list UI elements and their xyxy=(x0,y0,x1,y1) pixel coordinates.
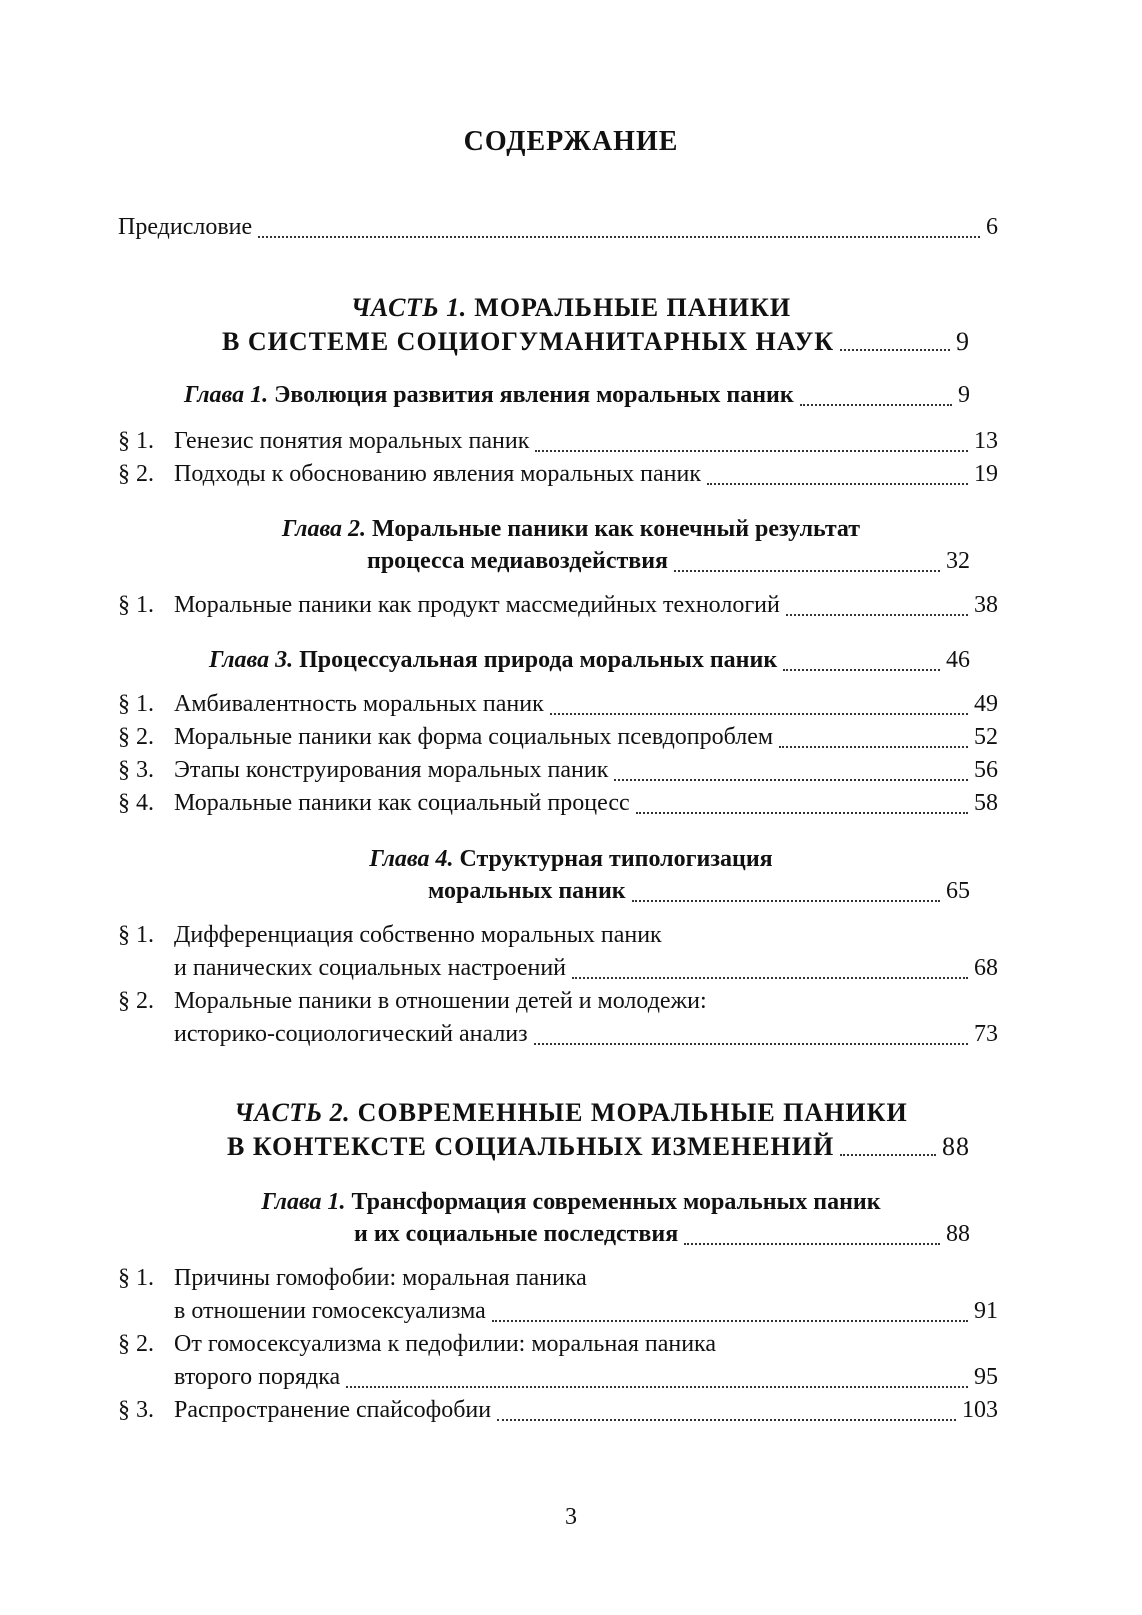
toc-section-line2[interactable] xyxy=(174,1021,998,1053)
section-title: Этапы конструирования моральных паник xyxy=(174,757,609,783)
dot-leader xyxy=(572,976,968,979)
chapter-heading[interactable] xyxy=(209,647,970,679)
section-number: § 1. xyxy=(118,691,154,717)
dot-leader xyxy=(346,1385,968,1388)
part-title-line2: В СИСТЕМЕ СОЦИОГУМАНИТАРНЫХ НАУК xyxy=(222,327,835,356)
toc-section-line2[interactable] xyxy=(174,1364,998,1396)
toc-section[interactable] xyxy=(118,1397,998,1429)
section-title: Моральные паники как социальный процесс xyxy=(174,790,630,816)
dot-leader xyxy=(840,1153,936,1156)
section-title-line1: От гомосексуализма к педофилии: моральная паника xyxy=(174,1331,716,1357)
section-title-line1: Дифференциация собственно моральных паник xyxy=(174,922,662,948)
section-title-line1: Причины гомофобии: моральная паника xyxy=(174,1265,587,1291)
toc-section-line2[interactable] xyxy=(174,955,998,987)
dot-leader xyxy=(783,668,940,671)
toc-section[interactable] xyxy=(118,592,998,624)
dot-leader xyxy=(614,778,968,781)
chapter-heading[interactable] xyxy=(184,382,970,414)
section-title: Моральные паники как форма социальных псевдопроблем xyxy=(174,724,774,750)
chapter-heading-line1[interactable]: Глава 4. Структурная типологизация xyxy=(369,846,773,872)
chapter-heading-line2[interactable] xyxy=(428,878,970,910)
chapter-heading-line2[interactable] xyxy=(354,1221,970,1253)
section-number: § 2. xyxy=(118,724,154,750)
section-page: 73 xyxy=(974,1021,998,1047)
section-page: 56 xyxy=(974,757,998,783)
section-number: § 3. xyxy=(118,1397,154,1423)
section-title: Подходы к обоснованию явления моральных паник xyxy=(174,461,702,487)
toc-title: СОДЕРЖАНИЕ xyxy=(463,126,679,157)
section-page: 103 xyxy=(962,1397,998,1423)
section-title: Амбивалентность моральных паник xyxy=(174,691,544,717)
section-title-line2: в отношении гомосексуализма xyxy=(174,1298,486,1324)
dot-leader xyxy=(800,403,952,406)
chapter-page: 46 xyxy=(946,647,970,673)
section-title-line2: историко-социологический анализ xyxy=(174,1021,528,1047)
section-page: 49 xyxy=(974,691,998,717)
chapter-title-line2: моральных паник xyxy=(428,878,626,904)
section-page: 91 xyxy=(974,1298,998,1324)
toc-section[interactable] xyxy=(118,461,998,493)
toc-section-line1[interactable] xyxy=(118,1265,998,1297)
toc-section[interactable] xyxy=(118,790,998,822)
part2-heading-line2[interactable] xyxy=(227,1132,970,1164)
chapter-title-line2: процесса медиавоздействия xyxy=(367,548,669,574)
dot-leader xyxy=(534,1042,968,1045)
section-title-line1: Моральные паники в отношении детей и молодежи: xyxy=(174,988,707,1014)
dot-leader xyxy=(786,613,968,616)
dot-leader xyxy=(497,1418,956,1421)
part-prefix: ЧАСТЬ 2. xyxy=(234,1098,351,1127)
section-title: Распространение спайсофобии xyxy=(174,1397,492,1423)
section-page: 95 xyxy=(974,1364,998,1390)
entry-page: 6 xyxy=(986,214,998,240)
section-number: § 1. xyxy=(118,922,154,948)
section-title: Моральные паники как продукт массмедийных технологий xyxy=(174,592,780,618)
dot-leader xyxy=(779,745,968,748)
toc-entry-preface[interactable] xyxy=(118,214,998,246)
toc-section-line1[interactable] xyxy=(118,922,998,954)
section-number: § 1. xyxy=(118,592,154,618)
section-number: § 2. xyxy=(118,1331,154,1357)
section-page: 38 xyxy=(974,592,998,618)
part-prefix: ЧАСТЬ 1. xyxy=(350,293,467,322)
section-number: § 2. xyxy=(118,461,154,487)
chapter-heading-line1[interactable]: Глава 1. Трансформация современных моральных паник xyxy=(261,1189,881,1215)
section-number: § 2. xyxy=(118,988,154,1014)
dot-leader xyxy=(636,811,968,814)
part2-heading-line1[interactable] xyxy=(0,1098,1142,1128)
section-number: § 1. xyxy=(118,428,154,454)
section-page: 52 xyxy=(974,724,998,750)
section-title-line2: второго порядка xyxy=(174,1364,341,1390)
part-title-line1: СОВРЕМЕННЫЕ МОРАЛЬНЫЕ ПАНИКИ xyxy=(357,1098,908,1127)
section-page: 19 xyxy=(974,461,998,487)
toc-section-line1[interactable] xyxy=(118,988,998,1020)
chapter-title: Глава 1. Эволюция развития явления моральных паник xyxy=(184,382,794,408)
part-title-line1: МОРАЛЬНЫЕ ПАНИКИ xyxy=(474,293,792,322)
dot-leader xyxy=(550,712,968,715)
toc-section-line1[interactable] xyxy=(118,1331,998,1363)
page-number: 3 xyxy=(565,1504,577,1530)
part1-heading-line2[interactable] xyxy=(222,327,970,359)
toc-section-line2[interactable] xyxy=(174,1298,998,1330)
chapter-page: 88 xyxy=(946,1221,970,1247)
part1-heading-line1[interactable] xyxy=(0,293,1142,323)
dot-leader xyxy=(684,1242,940,1245)
toc-section[interactable] xyxy=(118,691,998,723)
section-page: 13 xyxy=(974,428,998,454)
chapter-heading-line2[interactable] xyxy=(367,548,970,580)
chapter-page: 32 xyxy=(946,548,970,574)
part-title-line2: В КОНТЕКСТЕ СОЦИАЛЬНЫХ ИЗМЕНЕНИЙ xyxy=(227,1132,835,1161)
section-number: § 4. xyxy=(118,790,154,816)
dot-leader xyxy=(707,482,968,485)
chapter-heading-line1[interactable]: Глава 2. Моральные паники как конечный результат xyxy=(281,516,861,542)
dot-leader xyxy=(535,449,968,452)
toc-section[interactable] xyxy=(118,428,998,460)
toc-section[interactable] xyxy=(118,724,998,756)
section-title: Генезис понятия моральных паник xyxy=(174,428,530,454)
section-number: § 1. xyxy=(118,1265,154,1291)
dot-leader xyxy=(632,899,940,902)
chapter-title-line2: и их социальные последствия xyxy=(354,1221,679,1247)
chapter-title: Глава 3. Процессуальная природа моральных паник xyxy=(209,647,778,673)
dot-leader xyxy=(674,569,940,572)
part-page: 9 xyxy=(956,327,970,356)
dot-leader xyxy=(258,235,980,238)
chapter-page: 65 xyxy=(946,878,970,904)
toc-section[interactable] xyxy=(118,757,998,789)
section-page: 58 xyxy=(974,790,998,816)
part-page: 88 xyxy=(942,1132,970,1161)
section-page: 68 xyxy=(974,955,998,981)
entry-label: Предисловие xyxy=(118,214,253,240)
chapter-page: 9 xyxy=(958,382,970,408)
dot-leader xyxy=(840,348,950,351)
section-number: § 3. xyxy=(118,757,154,783)
section-title-line2: и панических социальных настроений xyxy=(174,955,567,981)
dot-leader xyxy=(492,1319,968,1322)
